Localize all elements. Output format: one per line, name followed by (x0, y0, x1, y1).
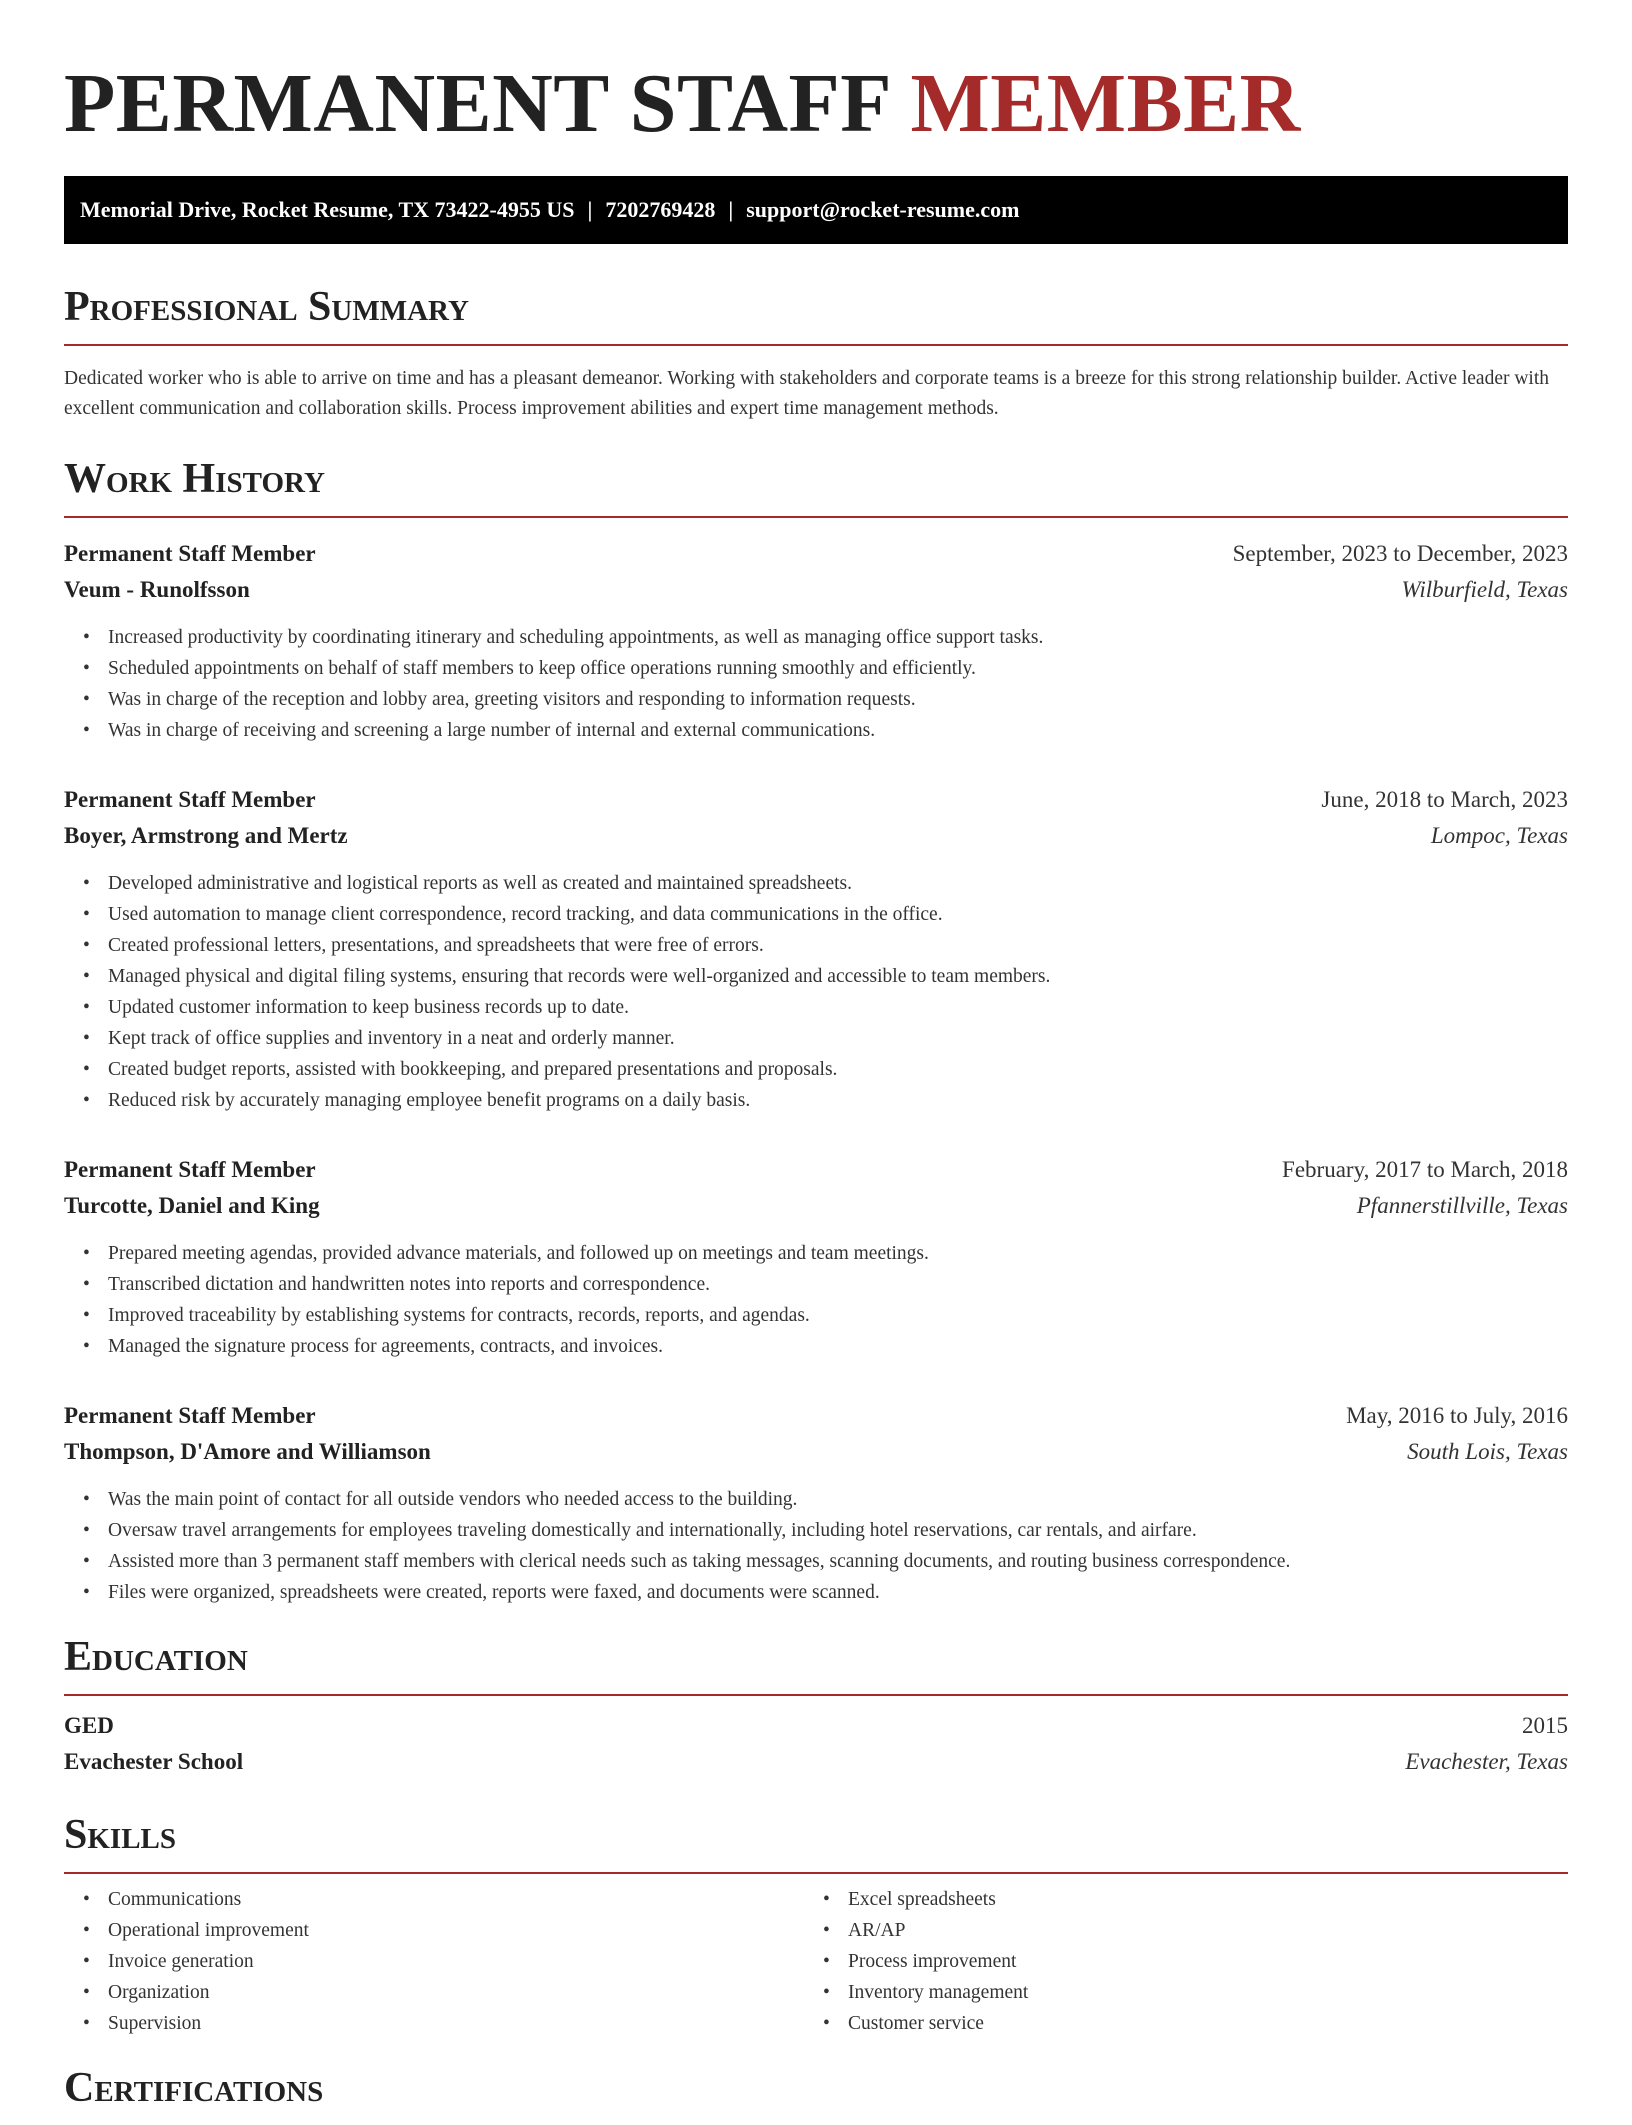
work-history-title: Work History (64, 454, 1568, 518)
job-company-row (64, 572, 1568, 608)
job-dates: February, 2017 to March, 2018 (1282, 1157, 1568, 1182)
job-duty: • Files were organized, spreadsheets were created, reports were faxed, and documents were scanned. (108, 1577, 1568, 1608)
job-dates: September, 2023 to December, 2023 (1232, 541, 1568, 566)
job-company: Thompson, D'Amore and Williamson (64, 1439, 431, 1464)
job-company: Turcotte, Daniel and King (64, 1193, 320, 1218)
education-location: Evachester, Texas (1405, 1749, 1568, 1774)
skill-item: • Invoice generation (108, 1946, 804, 1977)
job-duties (64, 622, 1568, 746)
job-duty: • Used automation to manage client correspondence, record tracking, and data communications in the office. (108, 899, 1568, 930)
summary-text: Dedicated worker who is able to arrive on time and has a pleasant demeanor. Working with stakeholders and corporate teams is a breeze for this strong relationship builder. Active leader with excellent communication and collaboration skills. Process improvement abilities and expert time management methods. (64, 368, 1550, 419)
job-entry (64, 536, 1568, 746)
job-duty: • Updated customer information to keep business records up to date. (108, 992, 1568, 1023)
job-entry (64, 1152, 1568, 1362)
contact-address: Memorial Drive, Rocket Resume, TX 73422-4955 US (80, 197, 575, 222)
skill-item: • Excel spreadsheets (848, 1884, 1544, 1915)
contact-bar (64, 176, 1568, 244)
contact-separator: | (587, 197, 593, 222)
job-duties (64, 868, 1568, 1116)
job-location: Lompoc, Texas (1430, 823, 1568, 848)
job-duties (64, 1484, 1568, 1608)
contact-phone: 7202769428 (605, 197, 716, 222)
skills-column-right (804, 1884, 1544, 2039)
job-duty: • Was in charge of receiving and screening a large number of internal and external communications. (108, 715, 1568, 746)
skill-item: • Communications (108, 1884, 804, 1915)
education-title: Education (64, 1632, 1568, 1696)
job-duty: • Improved traceability by establishing systems for contracts, records, reports, and agendas. (108, 1300, 1568, 1331)
resume-page (64, 0, 1568, 2125)
education-school-row (64, 1744, 1568, 1780)
job-duty: • Scheduled appointments on behalf of staff members to keep office operations running smoothly and efficiently. (108, 653, 1568, 684)
education-section (64, 1632, 1568, 1780)
job-duty: • Created professional letters, presentations, and spreadsheets that were free of errors. (108, 930, 1568, 961)
job-company-row (64, 818, 1568, 854)
job-dates: May, 2016 to July, 2016 (1346, 1403, 1568, 1428)
job-duty: • Transcribed dictation and handwritten notes into reports and correspondence. (108, 1269, 1568, 1300)
skill-item: • Inventory management (848, 1977, 1544, 2008)
job-duty: • Reduced risk by accurately managing employee benefit programs on a daily basis. (108, 1085, 1568, 1116)
job-duty: • Increased productivity by coordinating itinerary and scheduling appointments, as well as managing office support tasks. (108, 622, 1568, 653)
job-duty: • Developed administrative and logistical reports as well as created and maintained spreadsheets. (108, 868, 1568, 899)
job-company: Boyer, Armstrong and Mertz (64, 823, 348, 848)
job-header-row (64, 782, 1568, 818)
education-school: Evachester School (64, 1749, 244, 1774)
education-header-row (64, 1708, 1568, 1744)
job-header-row (64, 536, 1568, 572)
skills-column-left (64, 1884, 804, 2039)
job-duty: • Managed physical and digital filing systems, ensuring that records were well-organized and accessible to team members. (108, 961, 1568, 992)
job-role: Permanent Staff Member (64, 787, 316, 812)
job-dates: June, 2018 to March, 2023 (1321, 787, 1568, 812)
job-duty: • Created budget reports, assisted with bookkeeping, and prepared presentations and proposals. (108, 1054, 1568, 1085)
job-entry (64, 1398, 1568, 1608)
job-duty: • Was in charge of the reception and lobby area, greeting visitors and responding to information requests. (108, 684, 1568, 715)
job-duty: • Assisted more than 3 permanent staff members with clerical needs such as taking messages, scanning documents, and routing business correspondence. (108, 1546, 1568, 1577)
job-role: Permanent Staff Member (64, 541, 316, 566)
skill-item: • Process improvement (848, 1946, 1544, 1977)
work-history-section (64, 454, 1568, 1608)
job-duty: • Was the main point of contact for all outside vendors who needed access to the building. (108, 1484, 1568, 1515)
skills-title: Skills (64, 1810, 1568, 1874)
contact-email: support@rocket-resume.com (746, 197, 1020, 222)
skill-item: • Operational improvement (108, 1915, 804, 1946)
job-company: Veum - Runolfsson (64, 577, 250, 602)
job-company-row (64, 1434, 1568, 1470)
job-duty: • Kept track of office supplies and inventory in a neat and orderly manner. (108, 1023, 1568, 1054)
job-header-row (64, 1398, 1568, 1434)
job-duty: • Managed the signature process for agreements, contracts, and invoices. (108, 1331, 1568, 1362)
education-entry (64, 1708, 1568, 1780)
summary-section (64, 282, 1568, 424)
skill-item: • Organization (108, 1977, 804, 2008)
job-role: Permanent Staff Member (64, 1157, 316, 1182)
job-location: Pfannerstillville, Texas (1356, 1193, 1568, 1218)
skill-item: • Customer service (848, 2008, 1544, 2039)
job-header-row (64, 1152, 1568, 1188)
job-duty: • Oversaw travel arrangements for employees traveling domestically and internationally, including hotel reservations, car rentals, and airfare. (108, 1515, 1568, 1546)
job-entry (64, 782, 1568, 1116)
skill-item: • Supervision (108, 2008, 804, 2039)
skill-item: • AR/AP (848, 1915, 1544, 1946)
certifications-title: Certifications (64, 2065, 324, 2111)
name-part-2: MEMBER (910, 57, 1301, 150)
skills-section (64, 1810, 1568, 2039)
job-role: Permanent Staff Member (64, 1403, 316, 1428)
candidate-name (64, 0, 1568, 160)
job-location: South Lois, Texas (1407, 1439, 1568, 1464)
contact-separator: | (728, 197, 734, 222)
education-year: 2015 (1522, 1713, 1568, 1738)
job-location: Wilburfield, Texas (1401, 577, 1568, 602)
name-part-1: PERMANENT STAFF (64, 57, 889, 150)
job-duty: • Prepared meeting agendas, provided advance materials, and followed up on meetings and team meetings. (108, 1238, 1568, 1269)
summary-title: Professional Summary (64, 282, 1568, 346)
skills-grid (64, 1884, 1568, 2039)
job-duties (64, 1238, 1568, 1362)
job-company-row (64, 1188, 1568, 1224)
education-degree: GED (64, 1713, 114, 1738)
certifications-section (64, 2063, 1568, 2125)
